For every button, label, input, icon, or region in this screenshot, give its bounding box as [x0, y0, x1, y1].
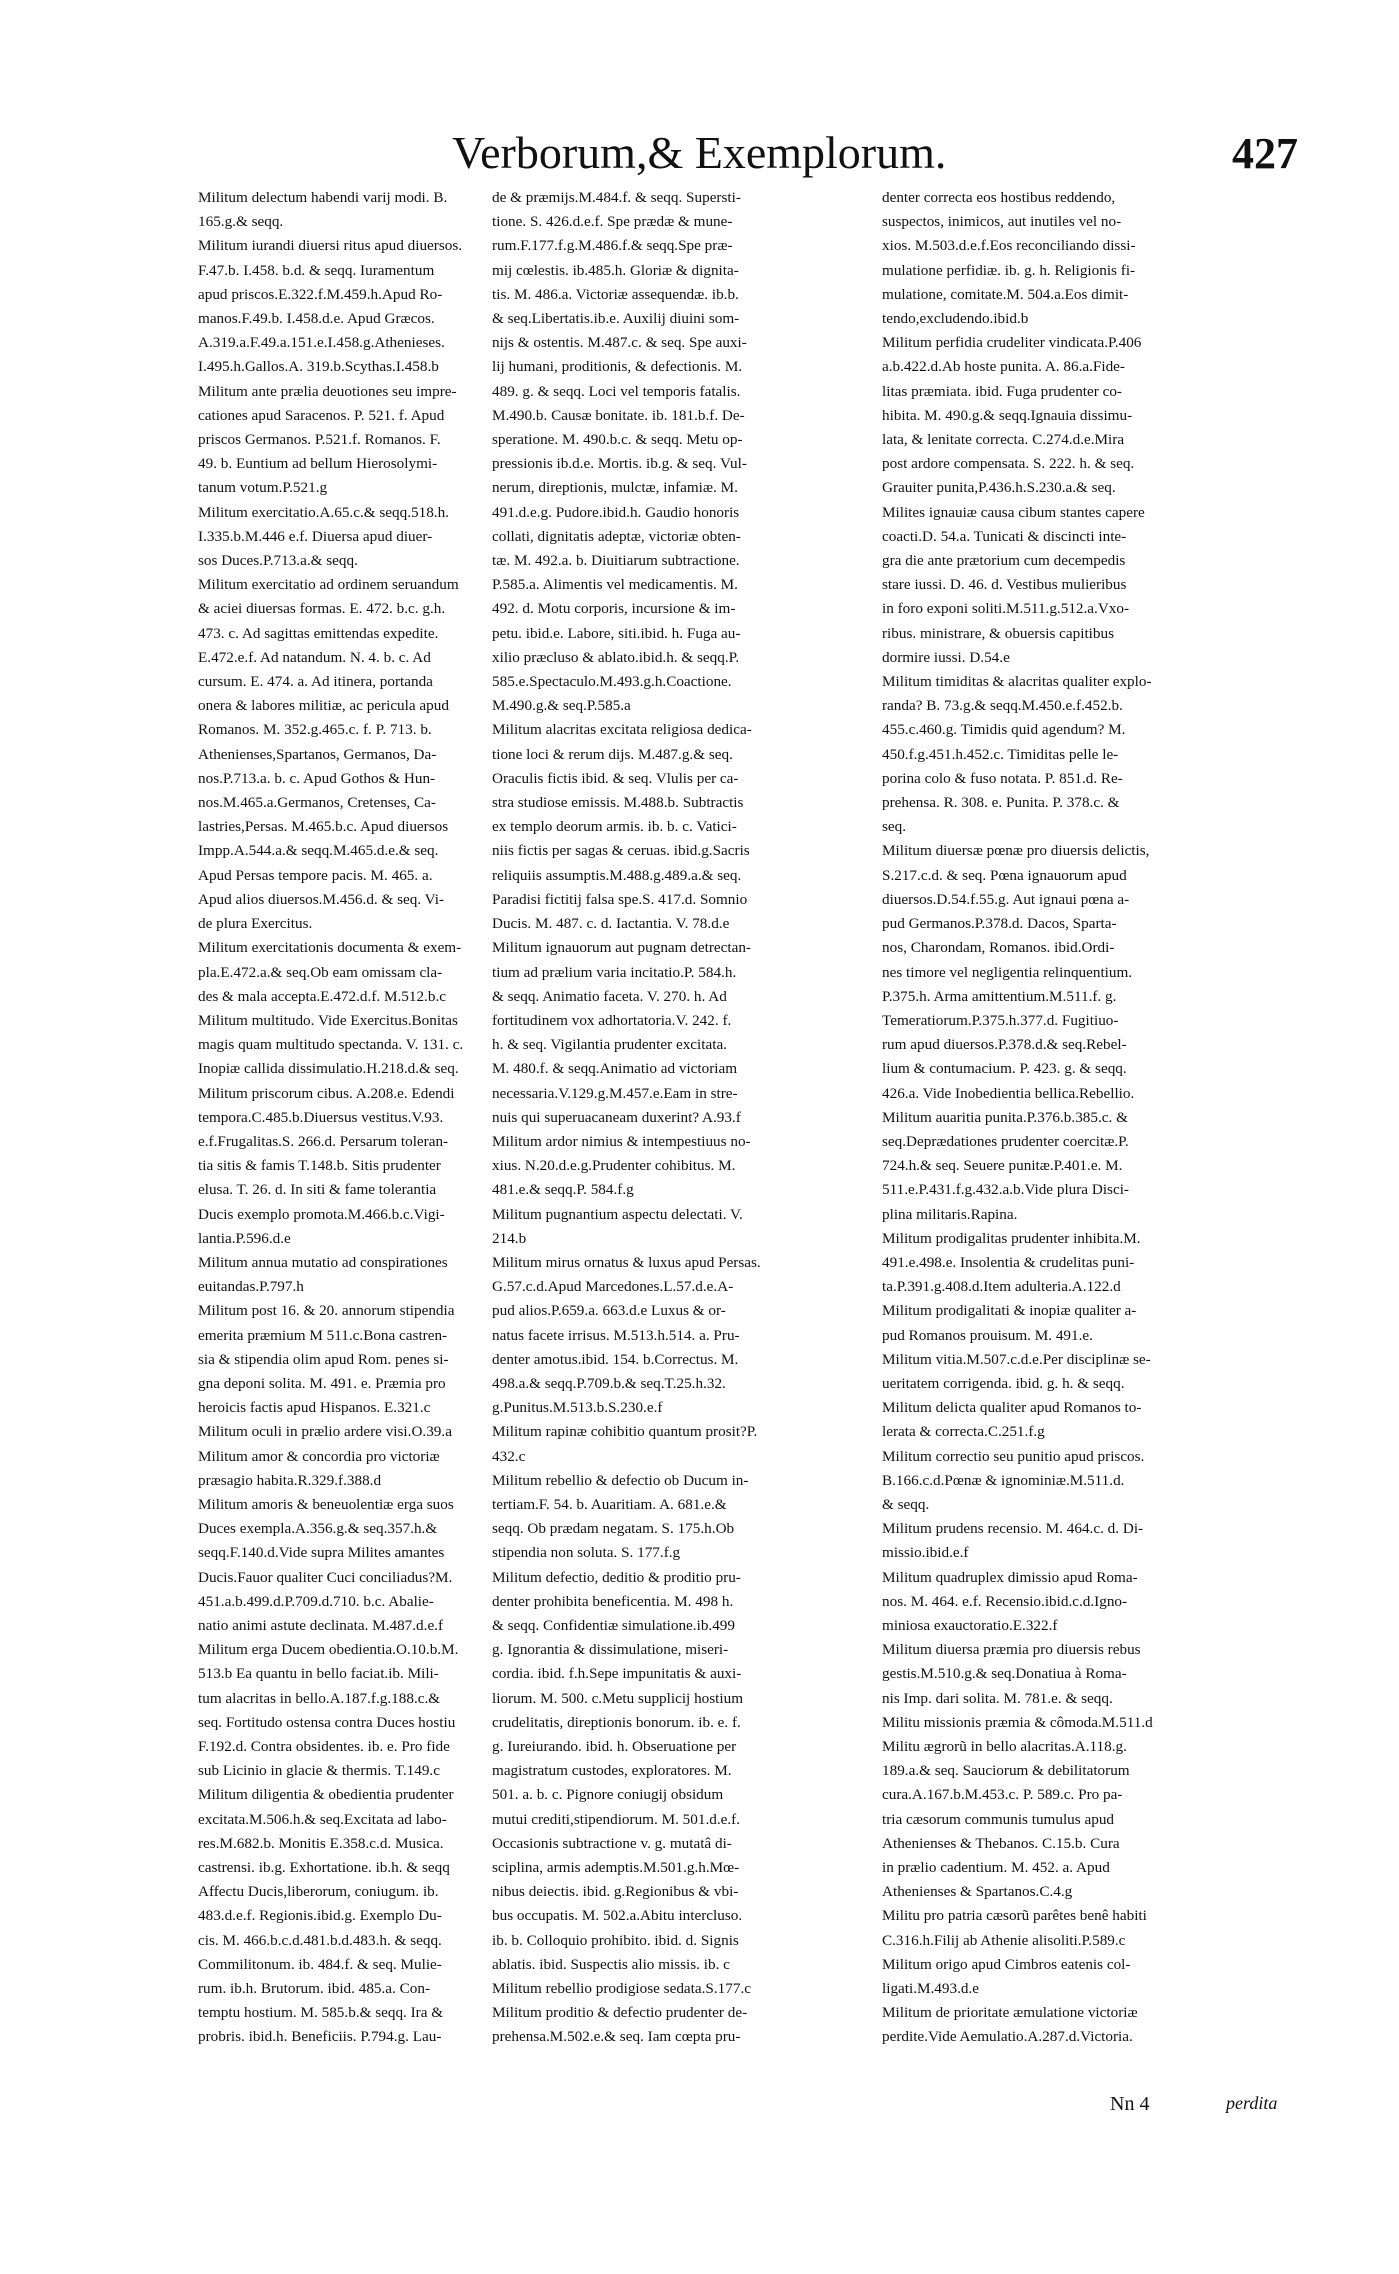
- index-line: G.57.c.d.Apud Marcedones.L.57.d.e.A-: [492, 1278, 734, 1296]
- index-line: Militum iurandi diuersi ritus apud diuersos.: [198, 237, 463, 255]
- index-line: 432.c: [492, 1447, 526, 1465]
- index-line: Militum proditio & defectio prudenter de-: [492, 2004, 748, 2022]
- index-line: 492. d. Motu corporis, incursione & im-: [492, 600, 736, 618]
- index-line: Inopiæ callida dissimulatio.H.218.d.& seq.: [198, 1060, 459, 1078]
- index-line: speratione. M. 490.b.c. & seqq. Metu op-: [492, 431, 743, 449]
- index-line: apud priscos.E.322.f.M.459.h.Apud Ro-: [198, 285, 443, 303]
- index-line: Occasionis subtractione v. g. mutatâ di-: [492, 1834, 732, 1852]
- index-line: præsagio habita.R.329.f.388.d: [198, 1471, 382, 1489]
- index-line: Militum ardor nimius & intempestiuus no-: [492, 1132, 751, 1150]
- index-line: 498.a.& seqq.P.709.b.& seq.T.25.h.32.: [492, 1374, 726, 1392]
- index-line: lata, & lenitate correcta. C.274.d.e.Mira: [882, 431, 1125, 449]
- index-line: petu. ibid.e. Labore, siti.ibid. h. Fuga au-: [492, 624, 741, 642]
- index-line: nibus deiectis. ibid. g.Regionibus & vbi-: [492, 1883, 739, 1901]
- catchword: perdita: [1226, 2093, 1278, 2113]
- index-line: Militum multitudo. Vide Exercitus.Bonitas: [198, 1011, 458, 1029]
- index-line: xius. N.20.d.e.g.Prudenter cohibitus. M.: [492, 1157, 736, 1175]
- index-line: denter correcta eos hostibus reddendo,: [882, 189, 1116, 206]
- index-line: des & mala accepta.E.472.d.f. M.512.b.c: [198, 987, 446, 1005]
- index-line: seq.: [882, 818, 907, 836]
- index-line: missio.ibid.e.f: [882, 1544, 969, 1562]
- index-line: diuersos.D.54.f.55.g. Aut ignaui pœna a-: [882, 890, 1130, 908]
- index-line: natio animi astute declinata. M.487.d.e.f: [198, 1616, 444, 1634]
- index-line: Militu ægrorũ in bello alacritas.A.118.g.: [882, 1738, 1127, 1755]
- index-line: castrensi. ib.g. Exhortatione. ib.h. & seqq: [198, 1859, 450, 1877]
- index-line: Romanos. M. 352.g.465.c. f. P. 713. b.: [198, 721, 432, 739]
- index-line: Militum oculi in prælio ardere visi.O.39.a: [198, 1423, 452, 1441]
- index-line: F.47.b. I.458. b.d. & seqq. Iuramentum: [198, 261, 435, 279]
- index-line: manos.F.49.b. I.458.d.e. Apud Græcos.: [198, 310, 435, 328]
- index-line: tæ. M. 492.a. b. Diuitiarum subtractione.: [492, 552, 740, 570]
- index-line: priscos Germanos. P.521.f. Romanos. F.: [198, 431, 441, 449]
- index-line: randa? B. 73.g.& seqq.M.450.e.f.452.b.: [882, 697, 1123, 715]
- index-line: Militum vitia.M.507.c.d.e.Per disciplinæ se-: [882, 1350, 1151, 1368]
- index-line: cationes apud Saracenos. P. 521. f. Apud: [198, 406, 445, 424]
- index-line: nes timore vel negligentia relinquentium.: [882, 963, 1133, 981]
- index-line: pud alios.P.659.a. 663.d.e Luxus & or-: [492, 1302, 726, 1320]
- index-line: sia & stipendia olim apud Rom. penes si-: [198, 1350, 449, 1368]
- index-line: lastries,Persas. M.465.b.c. Apud diuersos: [198, 818, 449, 836]
- index-line: Militum prudens recensio. M. 464.c. d. Di-: [882, 1520, 1144, 1538]
- index-line: Militum priscorum cibus. A.208.e. Edendi: [198, 1084, 455, 1102]
- index-line: Athenienses & Thebanos. C.15.b. Cura: [882, 1834, 1120, 1852]
- index-line: nuis qui superuacaneam duxerint? A.93.f: [492, 1108, 741, 1126]
- index-line: tis. M. 486.a. Victoriæ assequendæ. ib.b.: [492, 285, 739, 303]
- index-line: xios. M.503.d.e.f.Eos reconciliando dissi-: [882, 237, 1136, 255]
- index-line: g. Iureiurando. ibid. h. Obseruatione per: [492, 1738, 737, 1755]
- index-line: tium ad prælium varia incitatio.P. 584.h.: [492, 963, 737, 981]
- index-line: nerum, direptionis, mulctæ, infamiæ. M.: [492, 479, 738, 497]
- index-line: g.Punitus.M.513.b.S.230.e.f: [492, 1399, 663, 1417]
- index-line: I.495.h.Gallos.A. 319.b.Scythas.I.458.b: [198, 358, 439, 376]
- index-line: nis Imp. dari solita. M. 781.e. & seqq.: [882, 1689, 1113, 1707]
- index-line: 513.b Ea quantu in bello faciat.ib. Mili-: [198, 1665, 439, 1683]
- index-line: Militum exercitatio ad ordinem seruandum: [198, 576, 459, 594]
- index-line: Ducis.Fauor qualiter Cuci conciliadus?M.: [198, 1568, 453, 1586]
- index-line: M. 480.f. & seqq.Animatio ad victoriam: [492, 1060, 738, 1078]
- index-line: Duces exempla.A.356.g.& seq.357.h.&: [198, 1520, 438, 1538]
- index-line: rum. ib.h. Brutorum. ibid. 485.a. Con-: [198, 1980, 431, 1998]
- index-line: Athenienses,Spartanos, Germanos, Da-: [198, 745, 437, 763]
- index-line: Impp.A.544.a.& seqq.M.465.d.e.& seq.: [198, 842, 439, 860]
- index-line: Militum rebellio prodigiose sedata.S.177.c: [492, 1980, 751, 1998]
- index-line: Ducis exemplo promota.M.466.b.c.Vigi-: [198, 1205, 445, 1223]
- index-line: heroicis factis apud Hispanos. E.321.c: [198, 1399, 431, 1417]
- index-line: Temeratiorum.P.375.h.377.d. Fugitiuo-: [882, 1011, 1119, 1029]
- index-line: Militum exercitatio.A.65.c.& seqq.518.h.: [198, 503, 449, 521]
- index-line: 189.a.& seq. Sauciorum & debilitatorum: [882, 1762, 1130, 1780]
- index-line: Oraculis fictis ibid. & seq. Vlulis per ca-: [492, 769, 739, 787]
- index-line: ablatis. ibid. Suspectis alio missis. ib. c: [492, 1955, 730, 1973]
- index-line: & seq.Libertatis.ib.e. Auxilij diuini som-: [492, 310, 740, 328]
- index-line: euitandas.P.797.h: [198, 1278, 304, 1296]
- index-line: tione loci & rerum dijs. M.487.g.& seq.: [492, 745, 733, 763]
- index-line: tria cæsorum communis tumulus apud: [882, 1810, 1115, 1828]
- index-line: & aciei diuersas formas. E. 472. b.c. g.h.: [198, 600, 446, 618]
- index-line: sos Duces.P.713.a.& seqq.: [198, 552, 358, 570]
- index-line: 724.h.& seq. Seuere punitæ.P.401.e. M.: [882, 1157, 1123, 1175]
- index-line: Militum rebellio & defectio ob Ducum in-: [492, 1471, 749, 1489]
- index-line: 585.e.Spectaculo.M.493.g.h.Coactione.: [492, 673, 732, 691]
- index-line: magistratum custodes, exploratores. M.: [492, 1762, 732, 1780]
- index-line: Grauiter punita,P.436.h.S.230.a.& seq.: [882, 479, 1116, 497]
- index-line: Militum diligentia & obedientia prudenter: [198, 1786, 454, 1804]
- index-line: dormire iussi. D.54.e: [882, 648, 1010, 666]
- index-line: A.319.a.F.49.a.151.e.I.458.g.Athenieses.: [198, 334, 445, 352]
- index-line: Apud alios diuersos.M.456.d. & seq. Vi-: [198, 890, 445, 908]
- index-line: mulatione, comitate.M. 504.a.Eos dimit-: [882, 285, 1129, 303]
- index-line: & seqq.: [882, 1495, 930, 1513]
- index-line: Ducis. M. 487. c. d. Iactantia. V. 78.d.e: [492, 915, 730, 933]
- index-line: Militum mirus ornatus & luxus apud Persas.: [492, 1253, 761, 1271]
- index-line: Militu missionis præmia & cômoda.M.511.d: [882, 1713, 1153, 1731]
- index-line: M.490.b. Causæ bonitate. ib. 181.b.f. De-: [492, 406, 745, 424]
- index-line: coacti.D. 54.a. Tunicati & discincti inte-: [882, 527, 1127, 545]
- index-line: cis. M. 466.b.c.d.481.b.d.483.h. & seqq.: [198, 1931, 442, 1949]
- index-line: litas præmiata. ibid. Fuga prudenter co-: [882, 382, 1122, 400]
- index-line: Militum exercitationis documenta & exem-: [198, 939, 462, 957]
- index-line: natus facete irrisus. M.513.h.514. a. Pru-: [492, 1326, 740, 1344]
- index-line: Militum ante prælia deuotiones seu impre-: [198, 382, 457, 400]
- index-line: 450.f.g.451.h.452.c. Timiditas pelle le-: [882, 745, 1119, 763]
- index-line: lantia.P.596.d.e: [198, 1229, 291, 1247]
- running-header: Verborum,& Exemplorum.: [452, 127, 947, 178]
- index-line: 49. b. Euntium ad bellum Hierosolymi-: [198, 455, 438, 473]
- index-line: Militum erga Ducem obedientia.O.10.b.M.: [198, 1641, 459, 1659]
- index-line: stare iussi. D. 46. d. Vestibus mulieribus: [882, 576, 1127, 594]
- index-line: tertiam.F. 54. b. Auaritiam. A. 681.e.&: [492, 1495, 727, 1513]
- index-line: nos. M. 464. e.f. Recensio.ibid.c.d.Igno-: [882, 1592, 1128, 1610]
- index-line: pud Romanos prouisum. M. 491.e.: [882, 1326, 1093, 1344]
- index-line: Militum delectum habendi varij modi. B.: [198, 189, 448, 206]
- index-line: Militum origo apud Cimbros eatenis col-: [882, 1955, 1131, 1973]
- index-line: cursum. E. 474. a. Ad itinera, portanda: [198, 673, 433, 691]
- index-line: nos.P.713.a. b. c. Apud Gothos & Hun-: [198, 769, 436, 787]
- index-line: nos.M.465.a.Germanos, Cretenses, Ca-: [198, 794, 436, 812]
- index-line: tendo,excludendo.ibid.b: [882, 310, 1029, 328]
- index-line: emerita præmium M 511.c.Bona castren-: [198, 1326, 448, 1344]
- index-line: & seqq. Confidentiæ simulatione.ib.499: [492, 1616, 735, 1634]
- index-line: bus occupatis. M. 502.a.Abitu intercluso.: [492, 1907, 743, 1925]
- index-line: ribus. ministrare, & obuersis capitibus: [882, 624, 1114, 642]
- index-line: stipendia non soluta. S. 177.f.g: [492, 1544, 681, 1562]
- index-line: excitata.M.506.h.& seq.Excitata ad labo-: [198, 1810, 447, 1828]
- index-line: Militum amoris & beneuolentiæ erga suos: [198, 1495, 454, 1513]
- index-line: Militum pugnantium aspectu delectati. V.: [492, 1205, 743, 1223]
- index-line: Apud Persas tempore pacis. M. 465. a.: [198, 866, 433, 884]
- index-line: magis quam multitudo spectanda. V. 131. c.: [198, 1036, 464, 1054]
- index-line: tanum votum.P.521.g: [198, 479, 328, 497]
- index-line: Militum delicta qualiter apud Romanos to-: [882, 1399, 1142, 1417]
- index-line: Militum rapinæ cohibitio quantum prosit?P.: [492, 1423, 758, 1441]
- index-line: P.585.a. Alimentis vel medicamentis. M.: [492, 576, 738, 594]
- index-line: seq. Fortitudo ostensa contra Duces hostiu: [198, 1713, 456, 1731]
- index-line: Militum prodigalitas prudenter inhibita.M.: [882, 1229, 1141, 1247]
- index-line: xilio præcluso & ablato.ibid.h. & seqq.P.: [492, 648, 740, 666]
- index-line: Militum diuersa præmia pro diuersis rebus: [882, 1641, 1141, 1659]
- index-line: porina colo & fuso notata. P. 851.d. Re-: [882, 769, 1123, 787]
- index-line: gna deponi solita. M. 491. e. Præmia pro: [198, 1374, 446, 1392]
- index-line: Paradisi fictitij falsa spe.S. 417.d. Somnio: [492, 890, 748, 908]
- index-line: ta.P.391.g.408.d.Item adulteria.A.122.d: [882, 1278, 1121, 1296]
- index-line: F.192.d. Contra obsidentes. ib. e. Pro fide: [198, 1738, 450, 1755]
- index-line: & seqq. Animatio faceta. V. 270. h. Ad: [492, 987, 727, 1005]
- signature-mark: Nn 4: [1110, 2093, 1150, 2115]
- index-line: 451.a.b.499.d.P.709.d.710. b.c. Abalie-: [198, 1592, 434, 1610]
- index-line: hibita. M. 490.g.& seqq.Ignauia dissimu-: [882, 406, 1133, 424]
- index-line: tione. S. 426.d.e.f. Spe prædæ & mune-: [492, 213, 733, 231]
- index-line: cordia. ibid. f.h.Sepe impunitatis & auxi-: [492, 1665, 742, 1683]
- index-line: P.375.h. Arma amittentium.M.511.f. g.: [882, 987, 1117, 1005]
- index-line: Militum auaritia punita.P.376.b.385.c. &: [882, 1108, 1128, 1126]
- index-line: collati, dignitatis adeptæ, victoriæ obten-: [492, 527, 741, 545]
- index-line: probris. ibid.h. Beneficiis. P.794.g. Lau-: [198, 2028, 442, 2046]
- index-line: 491.e.498.e. Insolentia & crudelitas puni-: [882, 1253, 1135, 1271]
- index-line: Commilitonum. ib. 484.f. & seq. Mulie-: [198, 1955, 442, 1973]
- index-line: 455.c.460.g. Timidis quid agendum? M.: [882, 721, 1126, 739]
- index-line: Milites ignauiæ causa cibum stantes capere: [882, 503, 1145, 521]
- index-line: a.b.422.d.Ab hoste punita. A. 86.a.Fide-: [882, 358, 1125, 376]
- index-line: Militum amor & concordia pro victoriæ: [198, 1447, 440, 1465]
- index-line: Militum timiditas & alacritas qualiter explo-: [882, 673, 1152, 691]
- index-line: M.490.g.& seq.P.585.a: [492, 697, 631, 715]
- index-line: 165.g.& seqq.: [198, 213, 284, 231]
- index-line: lium & contumacium. P. 423. g. & seqq.: [882, 1060, 1127, 1078]
- index-line: reliquiis assumptis.M.488.g.489.a.& seq.: [492, 866, 742, 884]
- index-column-2: [492, 186, 877, 2050]
- index-line: de & præmijs.M.484.f. & seqq. Supersti-: [492, 189, 741, 206]
- index-line: 489. g. & seqq. Loci vel temporis fatalis.: [492, 382, 741, 400]
- index-line: S.217.c.d. & seq. Pœna ignauorum apud: [882, 866, 1127, 884]
- index-line: denter amotus.ibid. 154. b.Correctus. M.: [492, 1350, 739, 1368]
- index-line: Militum diuersæ pœnæ pro diuersis delictis,: [882, 842, 1150, 860]
- index-line: I.335.b.M.446 e.f. Diuersa apud diuer-: [198, 527, 433, 545]
- index-line: onera & labores militiæ, ac pericula apud: [198, 697, 449, 715]
- index-line: 511.e.P.431.f.g.432.a.b.Vide plura Disci-: [882, 1181, 1129, 1199]
- index-line: niis fictis per sagas & ceruas. ibid.g.Sacris: [492, 842, 750, 860]
- index-line: e.f.Frugalitas.S. 266.d. Persarum toleran-: [198, 1132, 449, 1150]
- index-line: post ardore compensata. S. 222. h. & seq.: [882, 455, 1135, 473]
- index-line: elusa. T. 26. d. In siti & fame tolerantia: [198, 1181, 437, 1199]
- index-line: pud Germanos.P.378.d. Dacos, Sparta-: [882, 915, 1117, 933]
- index-line: Militum perfidia crudeliter vindicata.P.406: [882, 334, 1142, 352]
- index-line: 426.a. Vide Inobedientia bellica.Rebellio.: [882, 1084, 1135, 1102]
- index-line: Militum defectio, deditio & proditio pru-: [492, 1568, 741, 1586]
- index-line: Militum post 16. & 20. annorum stipendia: [198, 1302, 455, 1320]
- index-line: tia sitis & famis T.148.b. Sitis prudenter: [198, 1157, 441, 1175]
- index-line: gra die ante prætorium cum decempedis: [882, 552, 1126, 570]
- index-line: ib. b. Colloquio prohibito. ibid. d. Signis: [492, 1931, 739, 1949]
- index-line: res.M.682.b. Monitis E.358.c.d. Musica.: [198, 1834, 444, 1852]
- index-line: sub Licinio in glacie & thermis. T.149.c: [198, 1762, 440, 1780]
- index-line: 481.e.& seqq.P. 584.f.g: [492, 1181, 634, 1199]
- index-line: suspectos, inimicos, aut inutiles vel no-: [882, 213, 1122, 231]
- index-line: ex templo deorum armis. ib. b. c. Vatici-: [492, 818, 737, 836]
- index-line: E.472.e.f. Ad natandum. N. 4. b. c. Ad: [198, 648, 431, 666]
- index-line: mulatione perfidiæ. ib. g. h. Religionis fi-: [882, 261, 1136, 279]
- index-line: tum alacritas in bello.A.187.f.g.188.c.&: [198, 1689, 441, 1707]
- index-line: perdite.Vide Aemulatio.A.287.d.Victoria.: [882, 2028, 1133, 2046]
- index-column-1: [198, 186, 498, 2050]
- index-line: Militum annua mutatio ad conspirationes: [198, 1253, 448, 1271]
- index-line: Militum de prioritate æmulatione victoriæ: [882, 2004, 1138, 2022]
- index-line: seq.Deprædationes prudenter coercitæ.P.: [882, 1132, 1129, 1150]
- index-line: rum apud diuersos.P.378.d.& seq.Rebel-: [882, 1036, 1127, 1054]
- index-line: miniosa exauctoratio.E.322.f: [882, 1616, 1058, 1634]
- index-line: 483.d.e.f. Regionis.ibid.g. Exemplo Du-: [198, 1907, 442, 1925]
- page-number: 427: [1232, 129, 1298, 178]
- index-line: Athenienses & Spartanos.C.4.g: [882, 1883, 1073, 1901]
- index-line: Militum alacritas excitata religiosa dedica-: [492, 721, 752, 739]
- index-line: cura.A.167.b.M.453.c. P. 589.c. Pro pa-: [882, 1786, 1123, 1804]
- index-line: 214.b: [492, 1229, 527, 1247]
- index-line: ligati.M.493.d.e: [882, 1980, 980, 1998]
- index-line: seqq. Ob prædam negatam. S. 175.h.Ob: [492, 1520, 735, 1538]
- index-line: seqq.F.140.d.Vide supra Milites amantes: [198, 1544, 445, 1562]
- index-line: pla.E.472.a.& seq.Ob eam omissam cla-: [198, 963, 443, 981]
- index-line: ueritatem corrigenda. ibid. g. h. & seqq.: [882, 1374, 1125, 1392]
- index-line: Militum ignauorum aut pugnam detrectan-: [492, 939, 751, 957]
- index-line: rum.F.177.f.g.M.486.f.& seqq.Spe præ-: [492, 237, 733, 255]
- index-line: Militum correctio seu punitio apud priscos.: [882, 1447, 1145, 1465]
- index-line: B.166.c.d.Pœnæ & ignominiæ.M.511.d.: [882, 1471, 1125, 1489]
- index-line: gestis.M.510.g.& seq.Donatiua à Roma-: [882, 1665, 1127, 1683]
- index-line: pressionis ib.d.e. Mortis. ib.g. & seq. Vul-: [492, 455, 747, 473]
- index-line: necessaria.V.129.g.M.457.e.Eam in stre-: [492, 1084, 738, 1102]
- index-line: liorum. M. 500. c.Metu supplicij hostium: [492, 1689, 744, 1707]
- index-line: sciplina, armis ademptis.M.501.g.h.Mœ-: [492, 1859, 740, 1877]
- index-line: h. & seq. Vigilantia prudenter excitata.: [492, 1036, 727, 1054]
- index-line: 501. a. b. c. Pignore coniugij obsidum: [492, 1786, 724, 1804]
- index-line: in prælio cadentium. M. 452. a. Apud: [882, 1859, 1110, 1877]
- index-line: tempora.C.485.b.Diuersus vestitus.V.93.: [198, 1108, 444, 1126]
- index-line: nijs & ostentis. M.487.c. & seq. Spe auxi-: [492, 334, 747, 352]
- index-line: nos, Charondam, Romanos. ibid.Ordi-: [882, 939, 1115, 957]
- index-line: stra studiose emissis. M.488.b. Subtractis: [492, 794, 744, 812]
- index-line: lij humani, proditionis, & defectionis. M.: [492, 358, 743, 376]
- index-line: denter prohibita beneficentia. M. 498 h.: [492, 1592, 734, 1610]
- index-line: fortitudinem vox adhortatoria.V. 242. f.: [492, 1011, 732, 1029]
- index-line: g. Ignorantia & dissimulatione, miseri-: [492, 1641, 729, 1659]
- index-line: Militum prodigalitati & inopiæ qualiter a-: [882, 1302, 1137, 1320]
- index-line: prehensa. R. 308. e. Punita. P. 378.c. &: [882, 794, 1120, 812]
- index-line: Militum quadruplex dimissio apud Roma-: [882, 1568, 1138, 1586]
- index-column-3: [882, 186, 1302, 2050]
- index-line: prehensa.M.502.e.& seq. Iam cœpta pru-: [492, 2028, 741, 2046]
- index-line: temptu hostium. M. 585.b.& seqq. Ira &: [198, 2004, 444, 2022]
- index-line: de plura Exercitus.: [198, 915, 313, 933]
- index-line: plina militaris.Rapina.: [882, 1205, 1018, 1223]
- index-line: mutui crediti,stipendiorum. M. 501.d.e.f.: [492, 1810, 741, 1828]
- index-line: C.316.h.Filij ab Athenie alisoliti.P.589.c: [882, 1931, 1126, 1949]
- index-line: mij cœlestis. ib.485.h. Gloriæ & dignita-: [492, 261, 739, 279]
- index-line: in foro exponi soliti.M.511.g.512.a.Vxo-: [882, 600, 1130, 618]
- index-line: 491.d.e.g. Pudore.ibid.h. Gaudio honoris: [492, 503, 740, 521]
- index-line: Affectu Ducis,liberorum, coniugum. ib.: [198, 1883, 439, 1901]
- index-line: Militu pro patria cæsorũ parêtes benê habiti: [882, 1907, 1147, 1925]
- index-line: lerata & correcta.C.251.f.g: [882, 1423, 1045, 1441]
- index-line: crudelitatis, direptionis bonorum. ib. e. f.: [492, 1713, 741, 1731]
- index-line: 473. c. Ad sagittas emittendas expedite.: [198, 624, 439, 642]
